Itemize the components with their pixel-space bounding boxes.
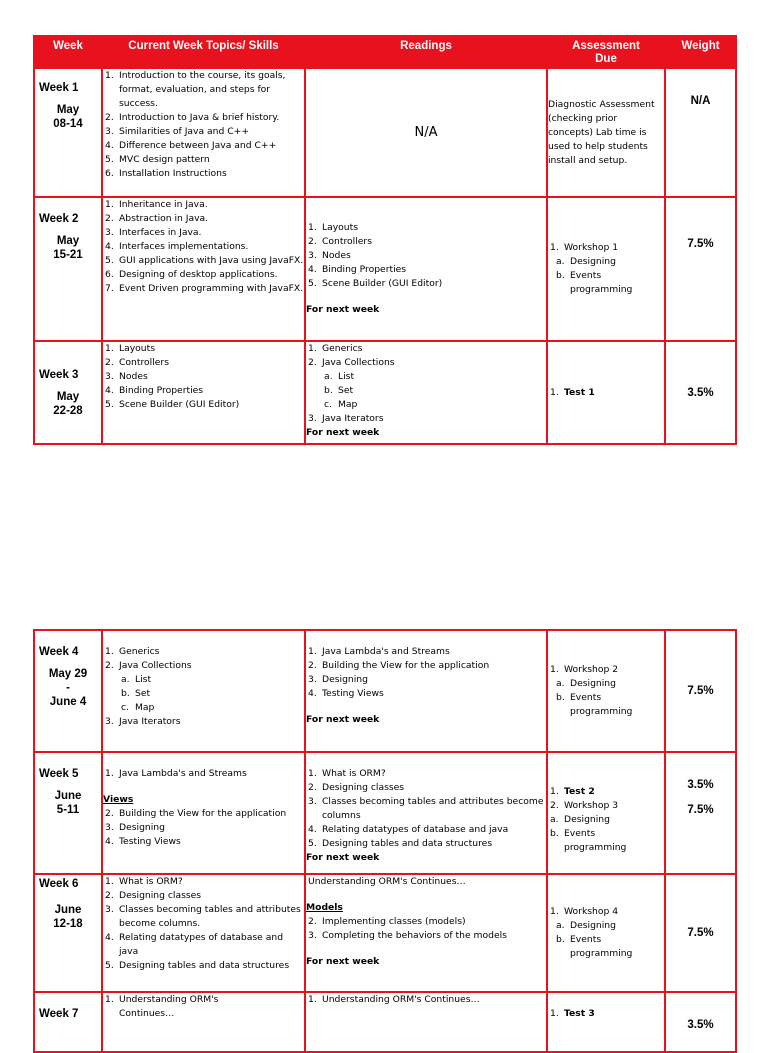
week4-assessment: [547, 630, 665, 752]
list-item: b. Events programming: [556, 934, 633, 959]
list-item: 2. Implementing classes (models): [308, 916, 466, 927]
week2-date1: May: [56, 235, 80, 247]
list-item: 3. Classes becoming tables and attributes become columns: [308, 796, 544, 821]
week5-assessment: [547, 752, 665, 874]
list-item: b. Events programming: [556, 692, 633, 717]
list-item: 1. What is ORM?: [308, 768, 386, 779]
list-item: 5. Scene Builder (GUI Editor): [105, 399, 240, 410]
week2-readings: [305, 197, 547, 341]
list-item: 5. Designing tables and data structures: [105, 960, 290, 971]
week7-cell: [34, 992, 102, 1052]
week5-next-week: For next week: [306, 852, 380, 863]
list-item: 3. Java Iterators: [308, 413, 384, 424]
list-item: b. Set: [324, 385, 354, 396]
week2-date2: 15-21: [53, 249, 83, 261]
list-item: 1. Introduction to the course, its goals, format, evaluation, and steps for success.: [105, 70, 286, 109]
header-readings: Readings: [305, 36, 547, 68]
week6-topics: [102, 874, 305, 992]
list-item: 1. Layouts: [308, 222, 359, 233]
week1-label: Week 1: [39, 82, 79, 94]
week3-weight: 3.5%: [665, 341, 736, 444]
week4-date2: June 4: [49, 696, 87, 708]
week5-date2: 5-11: [56, 804, 80, 816]
list-item: a. Designing: [556, 920, 616, 931]
week6-readings-first: Understanding ORM's Continues…: [308, 876, 466, 887]
week3-cell: [34, 341, 102, 444]
schedule-table-1: [33, 35, 737, 445]
list-item: 2. Designing classes: [105, 890, 202, 901]
header-topics: Current Week Topics/ Skills: [102, 36, 305, 68]
list-item: 4. Binding Properties: [308, 264, 407, 275]
list-item: 1. Java Lambda's and Streams: [105, 768, 247, 779]
week2-next-week: For next week: [306, 304, 380, 315]
week1-readings: N/A: [305, 68, 547, 197]
list-item: 1. Inheritance in Java.: [105, 199, 208, 210]
list-item: 3. Designing: [105, 822, 165, 833]
week6-date2: 12-18: [53, 918, 83, 930]
list-item: 3. Designing: [308, 674, 368, 685]
week4-next-week: For next week: [306, 714, 380, 725]
list-item: a. List: [121, 674, 152, 685]
list-item: c. Map: [121, 702, 155, 713]
week4-topics: [102, 630, 305, 752]
list-item: 5. Scene Builder (GUI Editor): [308, 278, 443, 289]
header-weight: Weight: [665, 36, 736, 68]
week2-cell: [34, 197, 102, 341]
week7-topics: [102, 992, 305, 1052]
week6-weight: 7.5%: [665, 874, 736, 992]
list-item: 1. Understanding ORM's Continues…: [308, 994, 480, 1005]
week4-row: [34, 630, 736, 752]
week2-topics: [102, 197, 305, 341]
list-item: 1. Understanding ORM's Continues…: [105, 994, 219, 1019]
week1-cell: [34, 68, 102, 197]
schedule-table-2: [33, 629, 737, 1053]
week3-date1: May: [56, 391, 80, 403]
week3-row: [34, 341, 736, 444]
week7-assessment: [547, 992, 665, 1052]
list-item: 1. Workshop 4: [550, 906, 619, 917]
week6-models-heading: Models: [306, 902, 343, 913]
list-item: a. Designing: [550, 814, 610, 825]
week3-topics: [102, 341, 305, 444]
week3-label: Week 3: [39, 369, 79, 381]
week6-assessment: [547, 874, 665, 992]
list-item: b. Events programming: [556, 270, 633, 295]
week7-weight: 3.5%: [665, 992, 736, 1052]
week6-date1: June: [54, 904, 82, 916]
week5-readings: [305, 752, 547, 874]
list-item: 3. Nodes: [308, 250, 351, 261]
list-item: 5. GUI applications with Java using JavaFX.: [105, 255, 304, 266]
list-item: 5. Designing tables and data structures: [308, 838, 493, 849]
week3-next-week: For next week: [306, 427, 380, 438]
list-item: 2. Java Collections: [105, 660, 192, 671]
list-item: 1. Workshop 2: [550, 664, 619, 675]
list-item: 1. Java Lambda's and Streams: [308, 646, 450, 657]
list-item: b. Events programming: [550, 828, 627, 853]
list-item: 2. Building the View for the application: [105, 808, 287, 819]
week7-row: [34, 992, 736, 1052]
list-item: 2. Java Collections: [308, 357, 395, 368]
list-item: 1. Test 2: [550, 786, 595, 797]
list-item: 6. Designing of desktop applications.: [105, 269, 278, 280]
week4-label: Week 4: [39, 646, 79, 658]
list-item: 1. Test 3: [550, 1008, 595, 1019]
week5-label: Week 5: [39, 768, 79, 780]
week4-weight: 7.5%: [665, 630, 736, 752]
list-item: 2. Workshop 3: [550, 800, 619, 811]
header-row: [34, 36, 736, 68]
list-item: 1. Layouts: [105, 343, 156, 354]
list-item: 2. Abstraction in Java.: [105, 213, 209, 224]
list-item: 3. Classes becoming tables and attributes become columns.: [105, 904, 301, 929]
list-item: 1. Test 1: [550, 386, 595, 398]
list-item: 2. Controllers: [105, 357, 169, 368]
week2-label: Week 2: [39, 213, 79, 225]
week4-readings: [305, 630, 547, 752]
week4-date-sep: -: [66, 682, 70, 694]
list-item: 4. Testing Views: [105, 836, 181, 847]
week2-row: [34, 197, 736, 341]
week6-row: [34, 874, 736, 992]
header-assessment-label: Assessment Due: [572, 40, 640, 65]
week5-weight-2: 7.5%: [687, 804, 714, 816]
list-item: c. Map: [324, 399, 358, 410]
week2-weight: 7.5%: [665, 197, 736, 341]
week5-views-heading: Views: [103, 794, 134, 805]
week5-cell: [34, 752, 102, 874]
week6-label: Week 6: [39, 878, 79, 890]
header-week: Week: [34, 36, 102, 68]
week1-topics: [102, 68, 305, 197]
list-item: 4. Interfaces implementations.: [105, 241, 249, 252]
list-item: 5. MVC design pattern: [105, 154, 210, 165]
week5-row: [34, 752, 736, 874]
list-item: 1. Generics: [308, 343, 363, 354]
week6-next-week: For next week: [306, 956, 380, 967]
list-item: 2. Designing classes: [308, 782, 405, 793]
list-item: 2. Controllers: [308, 236, 372, 247]
list-item: 4. Difference between Java and C++: [105, 140, 277, 151]
list-item: 4. Relating datatypes of database and java: [105, 932, 284, 957]
list-item: a. List: [324, 371, 355, 382]
week5-weights: [665, 752, 736, 874]
list-item: 4. Testing Views: [308, 688, 384, 699]
list-item: 2. Introduction to Java & brief history.: [105, 112, 280, 123]
list-item: 2. Building the View for the application: [308, 660, 490, 671]
list-item: b. Set: [121, 688, 151, 699]
week1-date2: 08-14: [53, 118, 83, 130]
week3-assessment: [547, 341, 665, 444]
list-item: 3. Completing the behaviors of the models: [308, 930, 507, 941]
list-item: 3. Nodes: [105, 371, 148, 382]
list-item: a. Designing: [556, 678, 616, 689]
list-item: 3. Interfaces in Java.: [105, 227, 202, 238]
week1-row: [34, 68, 736, 197]
list-item: 4. Relating datatypes of database and java: [308, 824, 509, 835]
week3-date2: 22-28: [53, 405, 83, 417]
week6-cell: [34, 874, 102, 992]
week5-weight-1: 3.5%: [687, 779, 714, 791]
week6-readings: [305, 874, 547, 992]
week1-date1: May: [56, 104, 80, 116]
week4-cell: [34, 630, 102, 752]
list-item: 1. What is ORM?: [105, 876, 183, 887]
week7-readings: [305, 992, 547, 1052]
list-item: 7. Event Driven programming with JavaFX.: [105, 283, 304, 294]
list-item: 3. Java Iterators: [105, 716, 181, 727]
week1-weight: N/A: [665, 68, 736, 197]
week7-label: Week 7: [39, 1008, 79, 1020]
week5-date1: June: [54, 790, 82, 802]
week1-assessment: Diagnostic Assessment (checking prior concepts) Lab time is used to help students install and setup.: [547, 68, 665, 197]
list-item: 6. Installation Instructions: [105, 168, 227, 179]
week2-assessment: [547, 197, 665, 341]
list-item: 1. Workshop 1: [550, 242, 619, 253]
list-item: a. Designing: [556, 256, 616, 267]
header-assessment: [547, 36, 665, 68]
list-item: 4. Binding Properties: [105, 385, 204, 396]
list-item: 1. Generics: [105, 646, 160, 657]
week3-readings: [305, 341, 547, 444]
list-item: 3. Similarities of Java and C++: [105, 126, 250, 137]
week5-topics: [102, 752, 305, 874]
week4-date1: May 29: [48, 668, 88, 680]
